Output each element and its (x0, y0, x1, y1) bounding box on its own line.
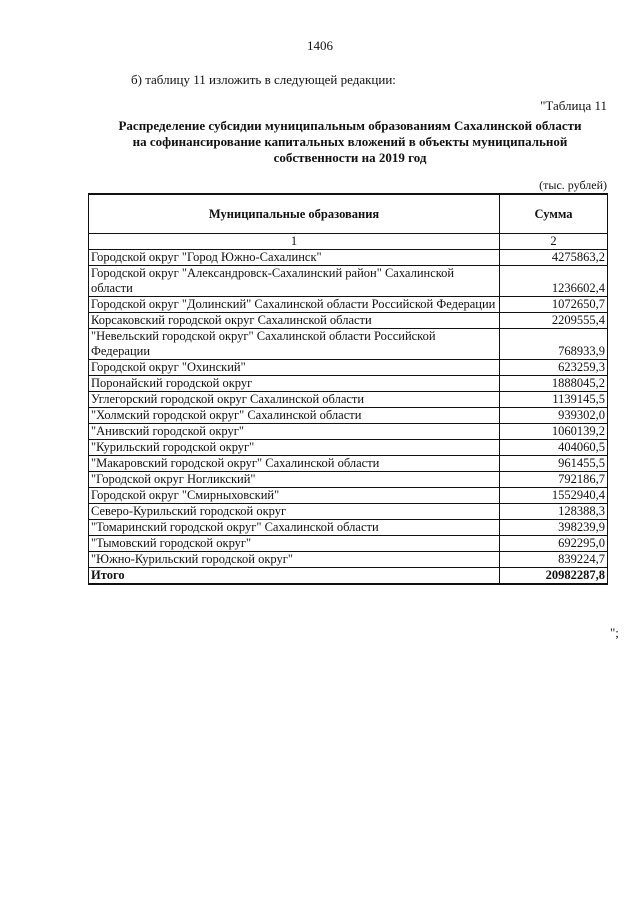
municipality-amount: 961455,5 (500, 456, 608, 472)
table-title (90, 118, 610, 166)
municipality-name: Северо-Курильский городской округ (89, 504, 500, 520)
municipality-amount: 1236602,4 (500, 266, 608, 297)
column-number-row (89, 234, 608, 250)
header-municipalities: Муниципальные образования (89, 194, 500, 234)
table-row (89, 408, 608, 424)
municipality-name: "Анивский городской округ" (89, 424, 500, 440)
table-row (89, 424, 608, 440)
table-row (89, 536, 608, 552)
title-line: на софинансирование капитальных вложений в объекты муниципальной (132, 134, 568, 149)
table-row (89, 440, 608, 456)
table-row (89, 329, 608, 360)
municipality-amount: 2209555,4 (500, 313, 608, 329)
table-caption: "Таблица 11 (540, 98, 607, 113)
municipality-name: Городской округ "Охинский" (89, 360, 500, 376)
municipality-amount: 4275863,2 (500, 250, 608, 266)
municipality-amount: 792186,7 (500, 472, 608, 488)
closing-mark: "; (610, 625, 619, 640)
municipality-name: "Холмский городской округ" Сахалинской области (89, 408, 500, 424)
table-body (89, 250, 608, 568)
table-row (89, 266, 608, 297)
municipality-amount: 1888045,2 (500, 376, 608, 392)
municipality-amount: 939302,0 (500, 408, 608, 424)
total-row (89, 568, 608, 585)
municipality-name: Углегорский городской округ Сахалинской области (89, 392, 500, 408)
table-row (89, 250, 608, 266)
total-amount: 20982287,8 (500, 568, 608, 585)
municipality-name: "Невельский городской округ" Сахалинской области Российской Федерации (89, 329, 500, 360)
page-number: 1406 (307, 38, 333, 53)
municipality-name: "Томаринский городской округ" Сахалинской области (89, 520, 500, 536)
title-line: собственности на 2019 год (273, 150, 427, 165)
total-label: Итого (89, 568, 500, 585)
municipality-amount: 839224,7 (500, 552, 608, 568)
table-row (89, 552, 608, 568)
column-number: 1 (89, 234, 500, 250)
table-row (89, 472, 608, 488)
municipality-name: "Городской округ Ногликский" (89, 472, 500, 488)
municipality-name: Городской округ "Город Южно-Сахалинск" (89, 250, 500, 266)
municipality-amount: 398239,9 (500, 520, 608, 536)
table-row (89, 313, 608, 329)
table-row (89, 360, 608, 376)
municipality-name: "Макаровский городской округ" Сахалинской области (89, 456, 500, 472)
intro-text: б) таблицу 11 изложить в следующей редакции: (131, 72, 396, 87)
municipality-amount: 404060,5 (500, 440, 608, 456)
table-row (89, 456, 608, 472)
municipality-amount: 1552940,4 (500, 488, 608, 504)
table-row (89, 297, 608, 313)
table-row (89, 504, 608, 520)
municipality-name: Городской округ "Александровск-Сахалинский район" Сахалинской области (89, 266, 500, 297)
column-number: 2 (500, 234, 608, 250)
municipality-name: Городской округ "Долинский" Сахалинской области Российской Федерации (89, 297, 500, 313)
table-row (89, 488, 608, 504)
municipality-name: Городской округ "Смирныховский" (89, 488, 500, 504)
table-row (89, 520, 608, 536)
municipality-name: Поронайский городской округ (89, 376, 500, 392)
unit-label: (тыс. рублей) (539, 178, 607, 192)
subsidy-table (88, 193, 608, 585)
table-row (89, 392, 608, 408)
municipality-amount: 623259,3 (500, 360, 608, 376)
municipality-name: "Тымовский городской округ" (89, 536, 500, 552)
header-row (89, 194, 608, 234)
municipality-name: Корсаковский городской округ Сахалинской области (89, 313, 500, 329)
table-row (89, 376, 608, 392)
municipality-amount: 1139145,5 (500, 392, 608, 408)
municipality-amount: 128388,3 (500, 504, 608, 520)
header-amount: Сумма (500, 194, 608, 234)
municipality-amount: 768933,9 (500, 329, 608, 360)
title-line: Распределение субсидии муниципальным образованиям Сахалинской области (118, 118, 582, 133)
municipality-amount: 1072650,7 (500, 297, 608, 313)
municipality-amount: 1060139,2 (500, 424, 608, 440)
municipality-amount: 692295,0 (500, 536, 608, 552)
municipality-name: "Южно-Курильский городской округ" (89, 552, 500, 568)
municipality-name: "Курильский городской округ" (89, 440, 500, 456)
